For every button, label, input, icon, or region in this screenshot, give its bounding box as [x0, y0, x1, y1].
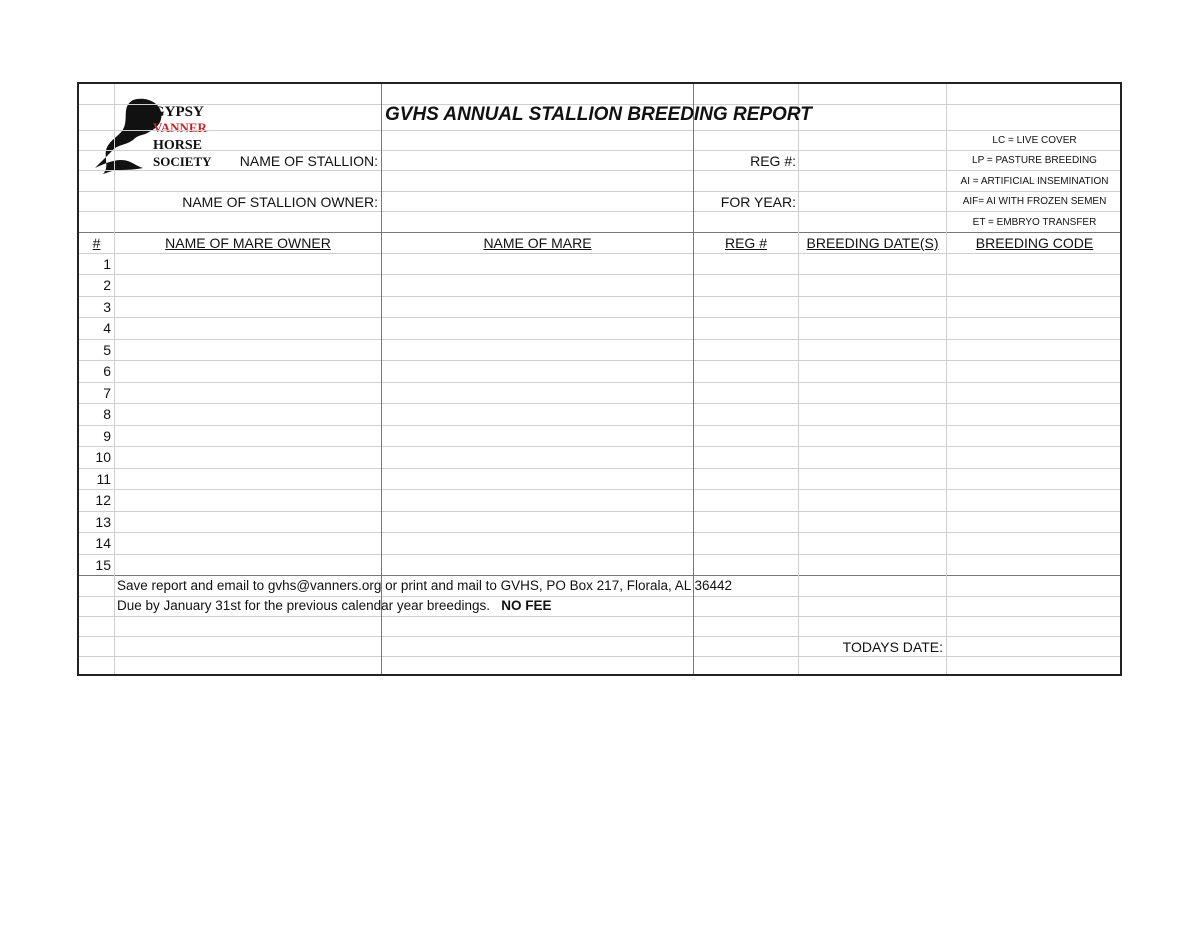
code-et: ET = EMBRYO TRANSFER	[972, 217, 1097, 228]
row-number-2: 2	[103, 277, 111, 293]
for-year-field[interactable]	[799, 192, 945, 211]
col-header-reg: REG #	[724, 235, 767, 251]
stallion-name-label: NAME OF STALLION:	[239, 153, 378, 169]
code-lp: LP = PASTURE BREEDING	[972, 155, 1097, 166]
stallion-owner-label: NAME OF STALLION OWNER:	[182, 194, 378, 210]
stallion-name-field[interactable]	[382, 151, 692, 170]
col-header-mare-name: NAME OF MARE	[483, 235, 592, 251]
row-number-5: 5	[103, 342, 111, 358]
row-number-4: 4	[103, 320, 111, 336]
col-header-breeding-code: BREEDING CODE	[975, 235, 1094, 251]
row-number-3: 3	[103, 299, 111, 315]
logo-letter-h: HORSE	[153, 138, 203, 153]
row-number-11: 11	[96, 471, 111, 487]
row-number-10: 10	[95, 449, 111, 465]
row-number-9: 9	[103, 428, 111, 444]
todays-date-field[interactable]	[947, 637, 1122, 656]
col-header-mare-owner: NAME OF MARE OWNER	[165, 235, 331, 251]
breeding-report-sheet	[77, 82, 1122, 676]
row-number-12: 12	[95, 492, 111, 508]
for-year-label: FOR YEAR:	[720, 194, 796, 210]
row-number-8: 8	[103, 406, 111, 422]
col-header-number: #	[92, 235, 101, 251]
code-aif: AIF= AI WITH FROZEN SEMEN	[962, 196, 1107, 207]
no-fee-label: NO FEE	[501, 598, 552, 613]
row-number-7: 7	[103, 385, 111, 401]
row-number-15: 15	[95, 557, 111, 573]
row-number-1: 1	[103, 256, 111, 272]
row-number-6: 6	[103, 363, 111, 379]
logo-letter-v: VANNER	[153, 120, 207, 135]
logo-letter-s: SOCIETY	[153, 154, 212, 169]
reg-field[interactable]	[799, 151, 945, 170]
due-date-text: Due by January 31st for the previous calendar year breedings.	[117, 598, 490, 613]
logo-letter-g: GYPSY	[153, 104, 204, 120]
code-lc: LC = LIVE COVER	[992, 135, 1077, 146]
code-ai: AI = ARTIFICIAL INSEMINATION	[960, 176, 1109, 187]
todays-date-label: TODAYS DATE:	[842, 639, 943, 655]
row-number-14: 14	[95, 535, 111, 551]
report-title: GVHS ANNUAL STALLION BREEDING REPORT	[385, 104, 812, 125]
row-number-13: 13	[95, 514, 111, 530]
submission-instructions: Save report and email to gvhs@vanners.org or print and mail to GVHS, PO Box 217, Florala, AL 36442	[117, 578, 733, 593]
stallion-owner-field[interactable]	[382, 192, 692, 211]
reg-label: REG #:	[750, 153, 796, 169]
col-header-breeding-dates: BREEDING DATE(S)	[806, 235, 939, 251]
horse-silhouette-icon	[95, 99, 161, 174]
due-date-note	[117, 596, 552, 616]
